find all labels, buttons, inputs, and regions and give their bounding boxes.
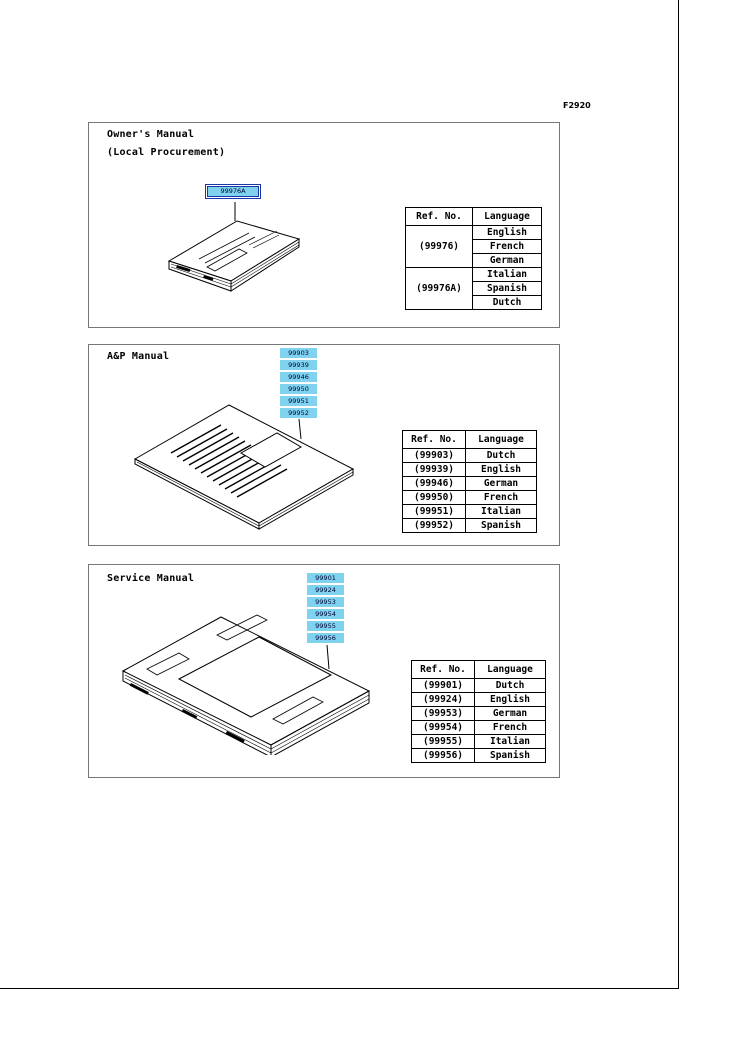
callout-99952[interactable]: 99952 [280,408,317,418]
language-cell: Dutch [466,449,537,463]
callout-99951[interactable]: 99951 [280,396,317,406]
ref-no-cell: (99946) [403,477,466,491]
callout-99956[interactable]: 99956 [307,633,344,643]
language-cell: English [473,226,542,240]
ref-no-cell: (99951) [403,505,466,519]
table-row [403,449,537,463]
owners-manual-illustration [159,193,359,323]
callout-99903[interactable]: 99903 [280,348,317,358]
language-cell: Spanish [466,519,537,533]
table-row [403,477,537,491]
service-manual-panel [88,564,560,778]
ap-manual-panel [88,344,560,546]
table-row [412,749,546,763]
callout-99924[interactable]: 99924 [307,585,344,595]
service-manual-title: Service Manual [107,573,195,584]
table-row [412,679,546,693]
language-cell: Dutch [475,679,546,693]
table-row [412,735,546,749]
table-row [403,491,537,505]
language-cell: French [466,491,537,505]
ref-no-cell: (99956) [412,749,475,763]
callout-99976a[interactable]: 99976A [207,186,259,197]
language-cell: Italian [473,268,542,282]
ref-no-cell: (99952) [403,519,466,533]
callout-99955[interactable]: 99955 [307,621,344,631]
owners-manual-panel [88,122,560,328]
callout-99953[interactable]: 99953 [307,597,344,607]
ref-no-cell: (99954) [412,721,475,735]
language-header: Language [475,661,546,679]
ref-no-cell: (99950) [403,491,466,505]
ref-no-header: Ref. No. [403,431,466,449]
table-row [403,505,537,519]
callout-99946[interactable]: 99946 [280,372,317,382]
language-cell: German [475,707,546,721]
table-row [412,721,546,735]
language-cell: German [473,254,542,268]
callout-99950[interactable]: 99950 [280,384,317,394]
callout-99939[interactable]: 99939 [280,360,317,370]
ref-no-cell: (99953) [412,707,475,721]
ref-no-cell: (99901) [412,679,475,693]
ap-reference-table [402,430,537,533]
ref-no-cell: (99976) [406,226,473,268]
owners-reference-table [405,207,542,310]
ap-manual-illustration [129,395,369,535]
language-cell: English [475,693,546,707]
table-row [412,707,546,721]
ref-no-header: Ref. No. [406,208,473,226]
table-row [403,463,537,477]
table-row [412,693,546,707]
language-header: Language [466,431,537,449]
language-cell: Dutch [473,296,542,310]
table-row [403,519,537,533]
language-cell: French [473,240,542,254]
language-cell: Spanish [473,282,542,296]
language-header: Language [473,208,542,226]
owners-manual-title: Owner's Manual [107,129,195,140]
callout-99954[interactable]: 99954 [307,609,344,619]
figure-code: F2920 [563,101,591,110]
ref-no-cell: (99976A) [406,268,473,310]
language-cell: German [466,477,537,491]
callout-99901[interactable]: 99901 [307,573,344,583]
language-cell: Italian [475,735,546,749]
ref-no-cell: (99903) [403,449,466,463]
language-cell: English [466,463,537,477]
ref-no-header: Ref. No. [412,661,475,679]
service-reference-table [411,660,546,763]
ref-no-cell: (99939) [403,463,466,477]
ap-manual-title: A&P Manual [107,351,170,362]
ref-no-cell: (99924) [412,693,475,707]
ref-no-cell: (99955) [412,735,475,749]
language-cell: Spanish [475,749,546,763]
owners-manual-subtitle: (Local Procurement) [107,147,226,158]
language-cell: French [475,721,546,735]
language-cell: Italian [466,505,537,519]
